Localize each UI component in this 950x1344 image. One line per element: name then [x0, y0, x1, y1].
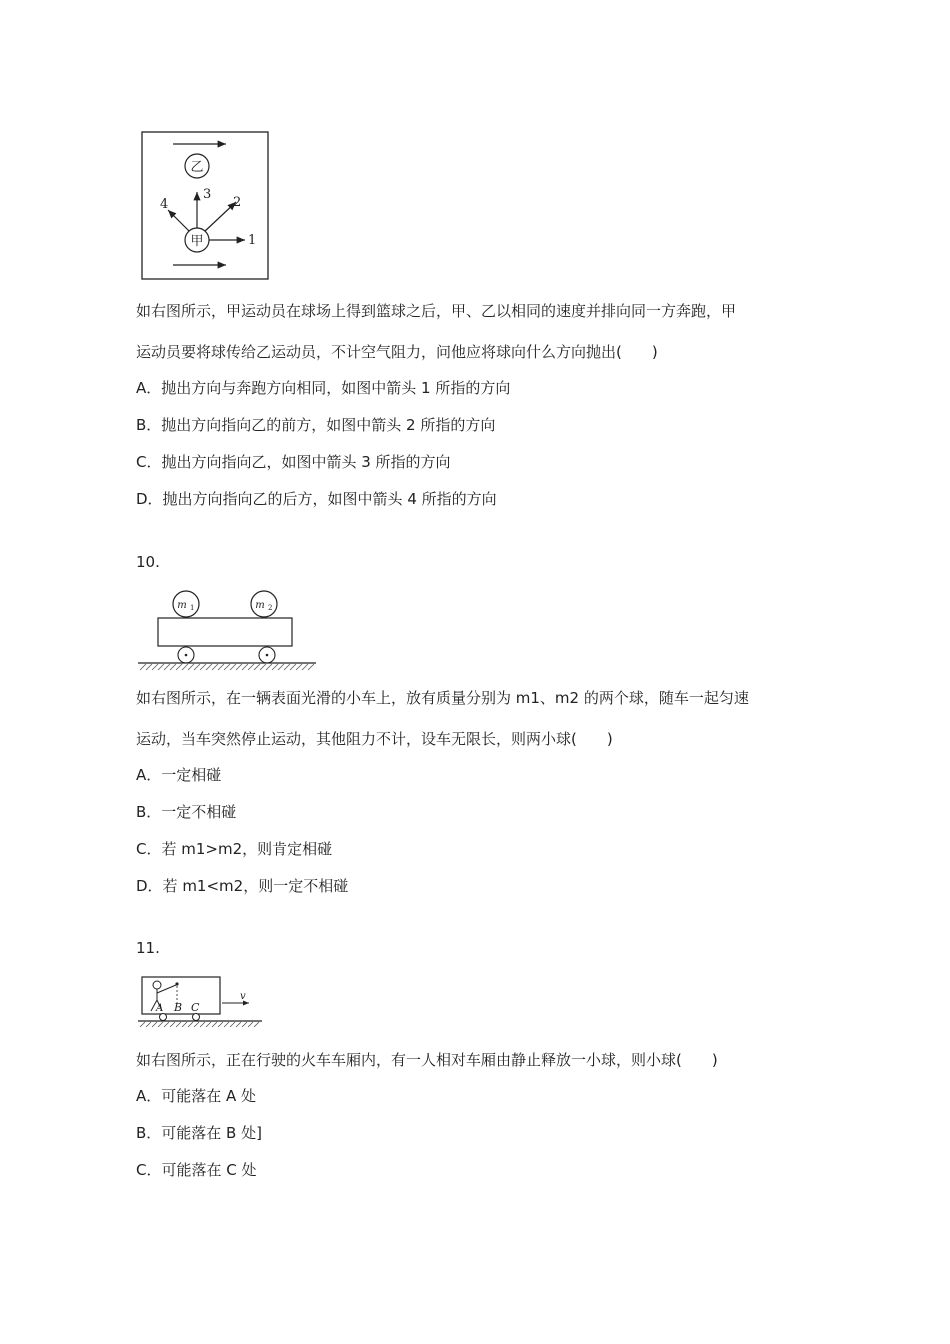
arrow-label-1: 1 — [248, 233, 257, 248]
label-jia: 甲 — [190, 234, 204, 249]
figure-cart-with-balls — [138, 588, 320, 674]
figure-basketball-players — [140, 130, 272, 282]
ball2-mass-subscript: 2 — [268, 604, 273, 612]
question-11-option-a: A．可能落在 A 处 — [136, 1087, 257, 1105]
velocity-label: v — [240, 991, 246, 1002]
ball1-mass-subscript: 1 — [190, 604, 195, 612]
ball1-mass-label: m — [177, 600, 187, 611]
question-10-option-c: C．若 m1>m2，则肯定相碰 — [136, 840, 333, 858]
ground-hatch — [140, 664, 314, 670]
question-10-number: 10. — [136, 553, 160, 571]
question-9-stem-line-1: 如右图所示，甲运动员在球场上得到篮球之后，甲、乙以相同的速度并排向同一方奔跑，甲 — [136, 302, 737, 320]
question-10-stem-line-2: 运动，当车突然停止运动，其他阻力不计，设车无限长，则两小球( ) — [136, 730, 613, 748]
question-10-option-a: A．一定相碰 — [136, 766, 222, 784]
question-10-stem-line-1: 如右图所示，在一辆表面光滑的小车上，放有质量分别为 m1、m2 的两个球，随车一起匀速 — [136, 689, 749, 707]
figure-train-carriage — [136, 973, 266, 1031]
question-11-option-b: B．可能落在 B 处] — [136, 1124, 262, 1142]
question-10-option-b: B．一定不相碰 — [136, 803, 237, 821]
question-10-option-d: D．若 m1<m2，则一定不相碰 — [136, 877, 349, 895]
question-9-option-b: B．抛出方向指向乙的前方，如图中箭头 2 所指的方向 — [136, 416, 496, 434]
label-a: A — [156, 1003, 164, 1014]
question-9-option-c: C．抛出方向指向乙，如图中箭头 3 所指的方向 — [136, 453, 451, 471]
label-yi: 乙 — [190, 160, 204, 175]
arrow-label-3: 3 — [203, 187, 212, 202]
ball2-mass-label: m — [255, 600, 265, 611]
arrow-label-4: 4 — [160, 197, 169, 212]
question-11-stem-line-1: 如右图所示，正在行驶的火车车厢内，有一人相对车厢由静止释放一小球，则小球( ) — [136, 1051, 718, 1069]
question-11-option-c: C．可能落在 C 处 — [136, 1161, 257, 1179]
arrow-label-2: 2 — [233, 195, 242, 210]
label-c: C — [191, 1001, 200, 1014]
question-9-stem-line-2: 运动员要将球传给乙运动员，不计空气阻力，问他应将球向什么方向抛出( ) — [136, 343, 658, 361]
label-b: B — [174, 1001, 183, 1014]
question-11-number: 11. — [136, 939, 160, 957]
question-9-option-d: D．抛出方向指向乙的后方，如图中箭头 4 所指的方向 — [136, 490, 497, 508]
ground-hatch — [140, 1022, 259, 1027]
question-9-option-a: A．抛出方向与奔跑方向相同，如图中箭头 1 所指的方向 — [136, 379, 511, 397]
